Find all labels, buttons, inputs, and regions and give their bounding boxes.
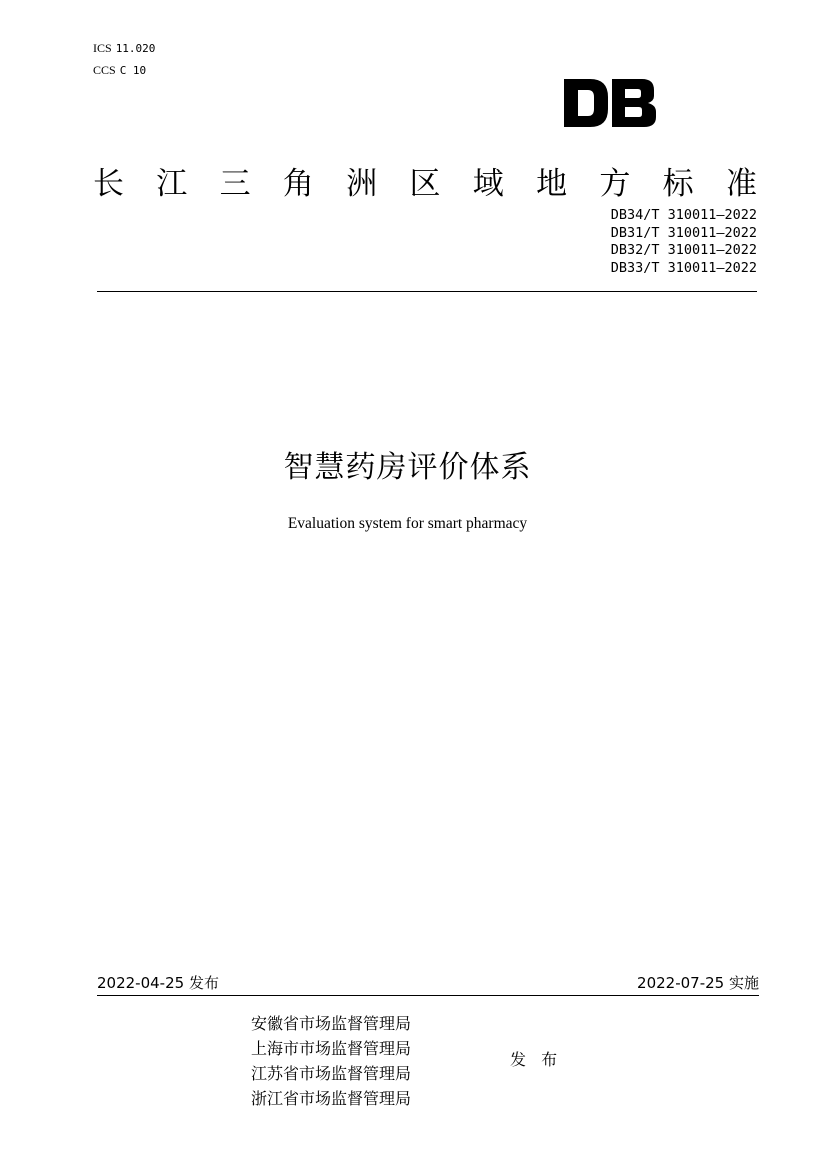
standard-type-char: 区 [409, 165, 441, 202]
db-logo [564, 79, 656, 127]
standard-type-char: 标 [662, 165, 694, 202]
ccs-label: CCS [93, 63, 116, 77]
standard-type-char: 地 [536, 165, 568, 202]
standard-numbers [611, 207, 757, 277]
ics-code: 11.020 [115, 42, 156, 55]
header-divider [97, 291, 757, 292]
document-title-en: Evaluation system for smart pharmacy [287, 515, 528, 532]
issuer-list [251, 1011, 411, 1111]
standard-type-char: 洲 [346, 165, 378, 202]
standard-number: DB32/T 310011—2022 [610, 242, 757, 258]
issuer: 上海市市场监督管理局 [251, 1039, 412, 1058]
standard-type-char: 长 [93, 165, 124, 202]
issue-date: 2022-04-25 发布 [97, 974, 219, 992]
standard-type-heading [93, 154, 757, 206]
standard-type-char: 准 [725, 165, 757, 202]
document-title-cn: 智慧药房评价体系 [283, 450, 532, 485]
standard-type-char: 三 [219, 165, 251, 202]
issuer: 浙江省市场监督管理局 [251, 1089, 412, 1108]
issuer: 安徽省市场监督管理局 [251, 1014, 412, 1033]
ics-label: ICS [93, 41, 112, 55]
issuer: 江苏省市场监督管理局 [251, 1064, 412, 1083]
standard-number: DB34/T 310011—2022 [610, 207, 757, 223]
standard-type-char: 角 [282, 165, 314, 202]
footer-divider [97, 995, 759, 996]
standard-type-char: 江 [156, 165, 188, 202]
implementation-date: 2022-07-25 实施 [637, 974, 759, 992]
standard-number: DB33/T 310011—2022 [610, 259, 757, 276]
publish-label: 发 布 [510, 1050, 558, 1069]
standard-type-char: 方 [599, 165, 631, 202]
ics-classification [93, 40, 155, 57]
ccs-code: C 10 [119, 64, 147, 77]
standard-type-char: 域 [472, 165, 504, 202]
ccs-classification [93, 62, 146, 79]
standard-number: DB31/T 310011—2022 [610, 224, 757, 241]
